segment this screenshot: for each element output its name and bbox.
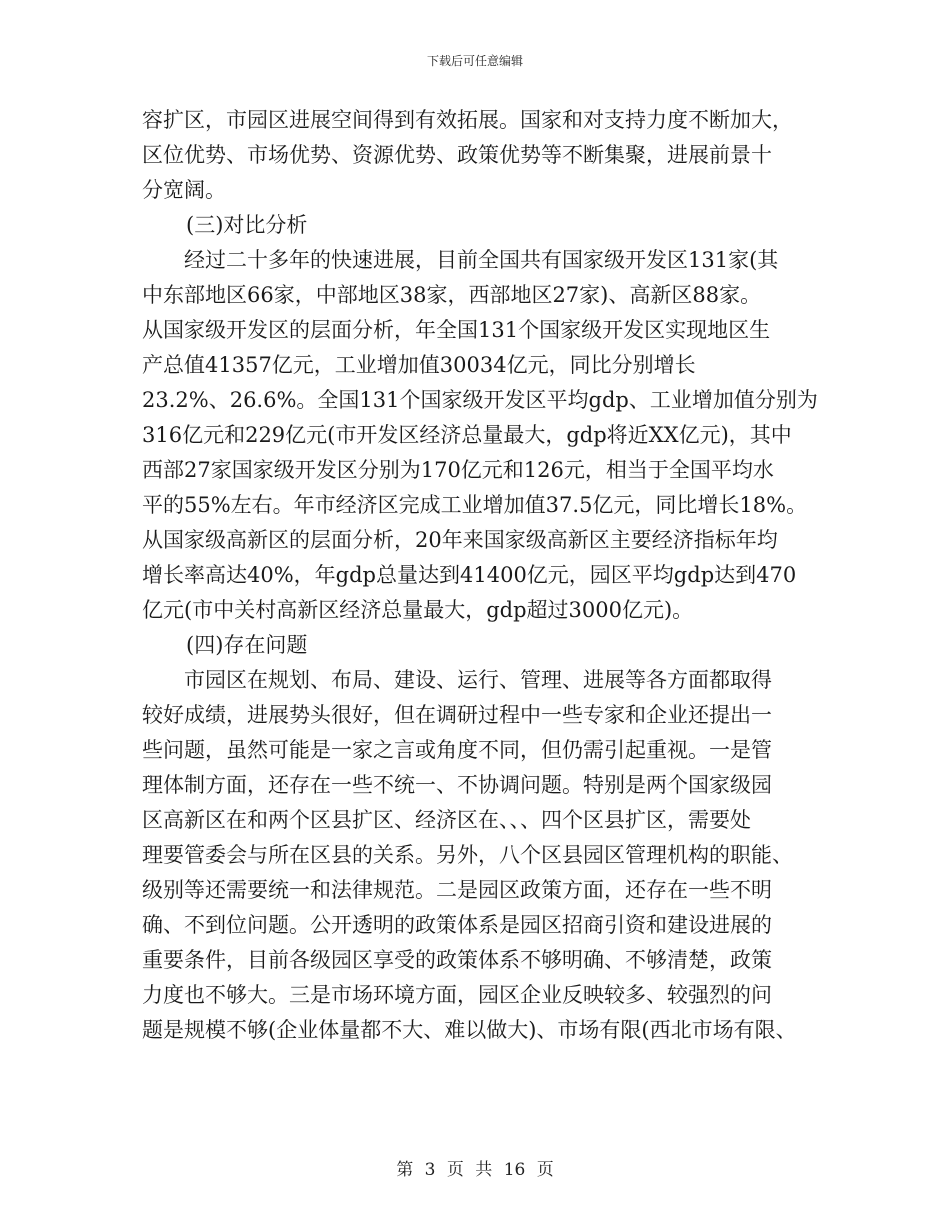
document-body (142, 103, 822, 1048)
text-line: 中东部地区66家，中部地区38家，西部地区27家)、高新区88家。 (142, 283, 762, 307)
text-line: 316亿元和229亿元(市开发区经济总量最大，gdp将近XX亿元)，其中 (142, 423, 792, 447)
text-line: 容扩区，市园区进展空间得到有效拓展。国家和对支持力度不断加大， (142, 108, 793, 132)
text-line: 题是规模不够(企业体量都不大、难以做大)、市场有限(西北市场有限、 (142, 1018, 797, 1042)
text-line: 经过二十多年的快速进展，目前全国共有国家级开发区131家(其 (142, 248, 779, 272)
section-heading: (三)对比分析 (186, 213, 308, 237)
text-line: 确、不到位问题。公开透明的政策体系是园区招商引资和建设进展的 (142, 913, 772, 937)
text-line: 增长率高达40%，年gdp总量达到41400亿元，园区平均gdp达到470 (142, 563, 797, 587)
section-heading: (四)存在问题 (186, 633, 308, 657)
text-line: 级别等还需要统一和法律规范。二是园区政策方面，还存在一些不明 (142, 878, 772, 902)
page-header: 下载后可任意编辑 (426, 54, 523, 68)
text-line: 23.2%、26.6%。全国131个国家级开发区平均gdp、工业增加值分别为 (142, 388, 818, 412)
text-line: 力度也不够大。三是市场环境方面，园区企业反映较多、较强烈的问 (142, 983, 772, 1007)
text-line: 较好成绩，进展势头很好，但在调研过程中一些专家和企业还提出一 (142, 703, 772, 727)
text-line: 理要管委会与所在区县的关系。另外，八个区县园区管理机构的职能、 (142, 843, 793, 867)
text-line: 平的55%左右。年市经济区完成工业增加值37.5亿元，同比增长18%。 (142, 493, 808, 517)
text-line: 重要条件，目前各级园区享受的政策体系不够明确、不够清楚，政策 (142, 948, 772, 972)
text-line: 理体制方面，还存在一些不统一、不协调问题。特别是两个国家级园 (142, 773, 772, 797)
text-line: 从国家级高新区的层面分析，20年来国家级高新区主要经济指标年均 (142, 528, 778, 552)
text-line: 亿元(市中关村高新区经济总量最大，gdp超过3000亿元)。 (142, 598, 694, 622)
text-line: 市园区在规划、布局、建设、运行、管理、进展等各方面都取得 (142, 668, 772, 692)
text-line: 些问题，虽然可能是一家之言或角度不同，但仍需引起重视。一是管 (142, 738, 772, 762)
text-line: 区高新区在和两个区县扩区、经济区在、、、四个区县扩区，需要处 (142, 808, 751, 832)
text-line: 区位优势、市场优势、资源优势、政策优势等不断集聚，进展前景十 (142, 143, 772, 167)
text-line: 从国家级开发区的层面分析，年全国131个国家级开发区实现地区生 (142, 318, 771, 342)
text-line: 分宽阔。 (142, 178, 226, 202)
text-line: 产总值41357亿元，工业增加值30034亿元，同比分别增长 (142, 353, 696, 377)
text-line: 西部27家国家级开发区分别为170亿元和126元，相当于全国平均水 (142, 458, 774, 482)
page-number-footer: 第 3 页 共 16 页 (396, 1160, 554, 1180)
